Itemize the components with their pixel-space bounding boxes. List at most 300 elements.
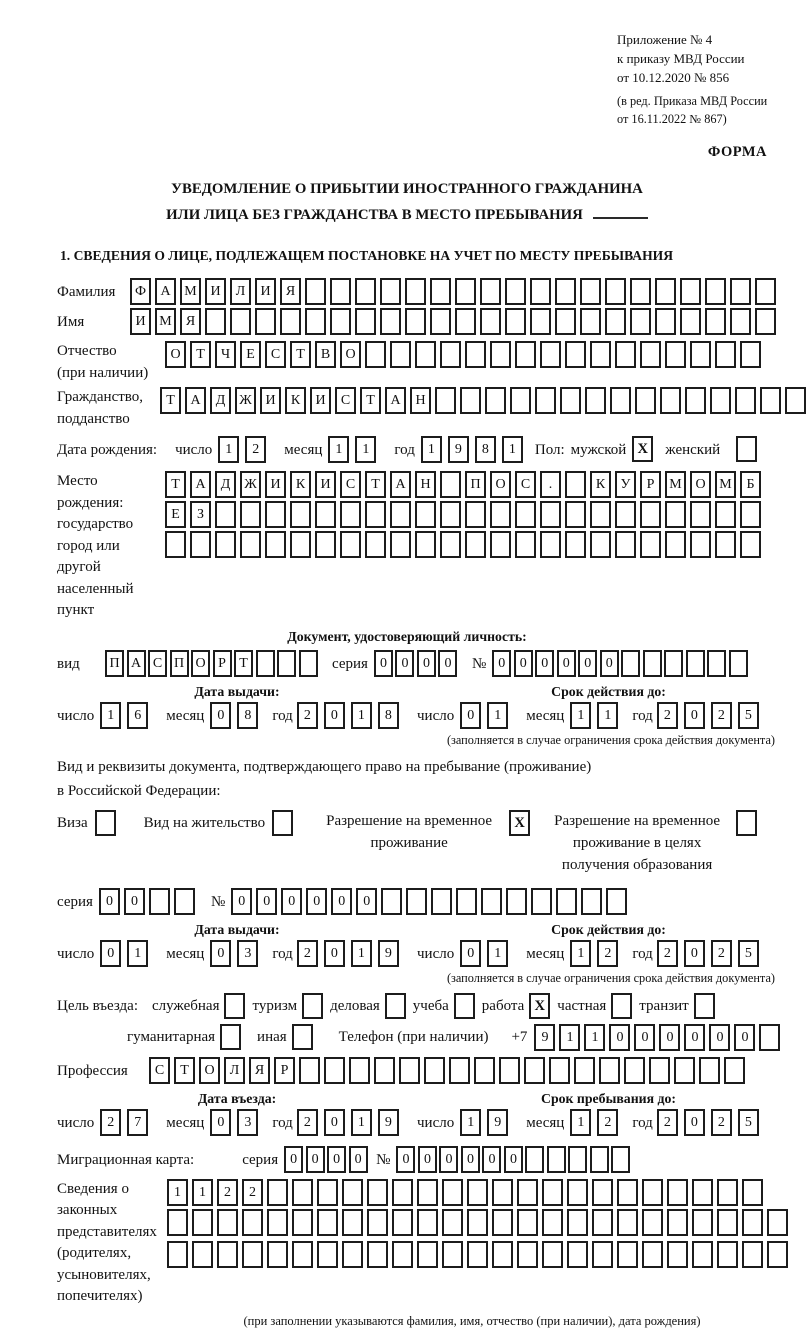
char-cell[interactable] (605, 278, 626, 305)
char-cell[interactable] (290, 501, 311, 528)
char-cell[interactable]: А (390, 471, 411, 498)
char-cell[interactable] (490, 531, 511, 558)
char-cell[interactable] (755, 278, 776, 305)
char-cell[interactable] (640, 531, 661, 558)
char-cell[interactable]: 0 (210, 940, 231, 967)
char-cell[interactable] (517, 1179, 538, 1206)
char-cell[interactable]: 0 (684, 940, 705, 967)
char-cell[interactable] (665, 341, 686, 368)
char-cell[interactable]: 2 (711, 702, 732, 729)
char-cell[interactable] (667, 1241, 688, 1268)
char-cell[interactable]: Д (215, 471, 236, 498)
char-cell[interactable]: У (615, 471, 636, 498)
char-cell[interactable]: Д (210, 387, 231, 414)
char-cell[interactable]: 2 (597, 1109, 618, 1136)
char-cell[interactable] (735, 387, 756, 414)
char-cell[interactable]: 1 (100, 702, 121, 729)
char-cell[interactable] (405, 308, 426, 335)
char-cell[interactable] (692, 1209, 713, 1236)
char-cell[interactable] (621, 650, 640, 677)
char-cell[interactable] (465, 531, 486, 558)
char-cell[interactable] (485, 387, 506, 414)
char-cell[interactable] (440, 531, 461, 558)
char-cell[interactable] (742, 1179, 763, 1206)
char-cell[interactable] (692, 1179, 713, 1206)
char-cell[interactable] (549, 1057, 570, 1084)
char-cell[interactable]: 0 (461, 1146, 480, 1173)
char-cell[interactable] (299, 650, 318, 677)
char-cell[interactable] (467, 1209, 488, 1236)
char-cell[interactable]: 0 (284, 1146, 303, 1173)
char-cell[interactable] (686, 650, 705, 677)
char-cell[interactable] (415, 501, 436, 528)
char-cell[interactable] (515, 341, 536, 368)
char-cell[interactable] (305, 308, 326, 335)
char-cell[interactable]: 0 (324, 1109, 345, 1136)
char-cell[interactable]: 0 (306, 1146, 325, 1173)
char-cell[interactable]: Ч (215, 341, 236, 368)
char-cell[interactable]: А (385, 387, 406, 414)
char-cell[interactable] (707, 650, 726, 677)
char-cell[interactable]: Е (240, 341, 261, 368)
char-cell[interactable] (455, 278, 476, 305)
char-cell[interactable] (505, 278, 526, 305)
char-cell[interactable] (367, 1209, 388, 1236)
char-cell[interactable] (349, 1057, 370, 1084)
char-cell[interactable] (506, 888, 527, 915)
char-cell[interactable]: 0 (210, 1109, 231, 1136)
char-cell[interactable] (565, 341, 586, 368)
char-cell[interactable]: 2 (711, 940, 732, 967)
char-cell[interactable]: 1 (487, 702, 508, 729)
char-cell[interactable] (240, 501, 261, 528)
char-cell[interactable]: 1 (351, 702, 372, 729)
char-cell[interactable]: Ф (130, 278, 151, 305)
char-cell[interactable] (640, 501, 661, 528)
char-cell[interactable]: О (191, 650, 210, 677)
char-cell[interactable]: Б (740, 471, 761, 498)
char-cell[interactable]: 0 (331, 888, 352, 915)
char-cell[interactable]: 0 (256, 888, 277, 915)
char-cell[interactable]: К (285, 387, 306, 414)
char-cell[interactable]: Я (280, 278, 301, 305)
char-cell[interactable] (205, 308, 226, 335)
char-cell[interactable] (392, 1209, 413, 1236)
char-cell[interactable] (542, 1241, 563, 1268)
char-cell[interactable] (565, 531, 586, 558)
char-cell[interactable] (530, 278, 551, 305)
char-cell[interactable] (381, 888, 402, 915)
char-cell[interactable] (480, 308, 501, 335)
char-cell[interactable] (465, 501, 486, 528)
char-cell[interactable] (367, 1179, 388, 1206)
char-cell[interactable] (531, 888, 552, 915)
char-cell[interactable] (760, 387, 781, 414)
char-cell[interactable]: 8 (378, 702, 399, 729)
char-cell[interactable] (785, 387, 806, 414)
char-cell[interactable] (742, 1241, 763, 1268)
char-cell[interactable] (290, 531, 311, 558)
char-cell[interactable] (460, 387, 481, 414)
checkbox-visa[interactable] (95, 810, 116, 836)
char-cell[interactable] (755, 308, 776, 335)
char-cell[interactable]: С (335, 387, 356, 414)
char-cell[interactable]: 0 (460, 940, 481, 967)
char-cell[interactable] (292, 1209, 313, 1236)
char-cell[interactable]: 2 (245, 436, 266, 463)
char-cell[interactable] (490, 341, 511, 368)
char-cell[interactable] (556, 888, 577, 915)
char-cell[interactable] (525, 1146, 544, 1173)
char-cell[interactable] (630, 308, 651, 335)
char-cell[interactable]: 0 (100, 940, 121, 967)
char-cell[interactable]: 0 (324, 940, 345, 967)
char-cell[interactable]: 0 (231, 888, 252, 915)
char-cell[interactable] (355, 308, 376, 335)
char-cell[interactable] (465, 341, 486, 368)
char-cell[interactable]: 1 (167, 1179, 188, 1206)
char-cell[interactable] (664, 650, 683, 677)
char-cell[interactable] (440, 501, 461, 528)
char-cell[interactable]: А (190, 471, 211, 498)
char-cell[interactable] (590, 1146, 609, 1173)
char-cell[interactable]: 0 (482, 1146, 501, 1173)
char-cell[interactable] (690, 501, 711, 528)
char-cell[interactable]: 0 (327, 1146, 346, 1173)
char-cell[interactable]: 1 (192, 1179, 213, 1206)
char-cell[interactable]: М (155, 308, 176, 335)
char-cell[interactable]: 0 (684, 1109, 705, 1136)
char-cell[interactable] (265, 531, 286, 558)
char-cell[interactable]: 1 (351, 1109, 372, 1136)
char-cell[interactable]: 1 (328, 436, 349, 463)
char-cell[interactable] (340, 531, 361, 558)
checkbox-residence-permit[interactable] (272, 810, 293, 836)
char-cell[interactable] (505, 308, 526, 335)
char-cell[interactable] (215, 501, 236, 528)
char-cell[interactable] (417, 1241, 438, 1268)
char-cell[interactable] (599, 1057, 620, 1084)
char-cell[interactable] (230, 308, 251, 335)
char-cell[interactable]: С (149, 1057, 170, 1084)
char-cell[interactable] (692, 1241, 713, 1268)
char-cell[interactable] (565, 471, 586, 498)
char-cell[interactable]: 0 (709, 1024, 730, 1051)
char-cell[interactable]: 0 (396, 1146, 415, 1173)
char-cell[interactable] (417, 1209, 438, 1236)
char-cell[interactable] (174, 888, 195, 915)
char-cell[interactable]: О (690, 471, 711, 498)
char-cell[interactable]: Л (224, 1057, 245, 1084)
char-cell[interactable] (581, 888, 602, 915)
char-cell[interactable] (517, 1241, 538, 1268)
char-cell[interactable] (767, 1241, 788, 1268)
char-cell[interactable] (267, 1209, 288, 1236)
char-cell[interactable]: 0 (514, 650, 533, 677)
checkbox-other[interactable] (292, 1024, 313, 1050)
char-cell[interactable] (467, 1179, 488, 1206)
char-cell[interactable]: О (199, 1057, 220, 1084)
char-cell[interactable]: 0 (684, 702, 705, 729)
char-cell[interactable]: Ж (240, 471, 261, 498)
char-cell[interactable] (342, 1241, 363, 1268)
char-cell[interactable] (455, 308, 476, 335)
char-cell[interactable]: 0 (124, 888, 145, 915)
char-cell[interactable]: М (665, 471, 686, 498)
char-cell[interactable]: А (155, 278, 176, 305)
char-cell[interactable]: Т (165, 471, 186, 498)
char-cell[interactable]: Р (640, 471, 661, 498)
char-cell[interactable] (717, 1241, 738, 1268)
char-cell[interactable] (592, 1209, 613, 1236)
char-cell[interactable] (430, 278, 451, 305)
char-cell[interactable] (342, 1179, 363, 1206)
char-cell[interactable] (624, 1057, 645, 1084)
char-cell[interactable]: 1 (570, 702, 591, 729)
char-cell[interactable]: 0 (600, 650, 619, 677)
char-cell[interactable] (540, 341, 561, 368)
char-cell[interactable]: Р (213, 650, 232, 677)
char-cell[interactable] (715, 341, 736, 368)
char-cell[interactable]: 0 (609, 1024, 630, 1051)
char-cell[interactable] (415, 341, 436, 368)
char-cell[interactable]: И (130, 308, 151, 335)
char-cell[interactable] (265, 501, 286, 528)
char-cell[interactable] (490, 501, 511, 528)
char-cell[interactable]: Л (230, 278, 251, 305)
char-cell[interactable] (515, 501, 536, 528)
char-cell[interactable] (330, 308, 351, 335)
char-cell[interactable] (585, 387, 606, 414)
char-cell[interactable] (449, 1057, 470, 1084)
char-cell[interactable] (415, 531, 436, 558)
char-cell[interactable] (530, 308, 551, 335)
char-cell[interactable] (560, 387, 581, 414)
char-cell[interactable]: О (340, 341, 361, 368)
char-cell[interactable] (165, 531, 186, 558)
char-cell[interactable] (255, 308, 276, 335)
char-cell[interactable] (699, 1057, 720, 1084)
char-cell[interactable]: И (310, 387, 331, 414)
char-cell[interactable]: Р (274, 1057, 295, 1084)
char-cell[interactable]: 0 (438, 650, 457, 677)
char-cell[interactable] (192, 1241, 213, 1268)
char-cell[interactable] (542, 1209, 563, 1236)
checkbox-business[interactable] (385, 993, 406, 1019)
char-cell[interactable]: 2 (297, 940, 318, 967)
char-cell[interactable] (440, 471, 461, 498)
char-cell[interactable]: Ж (235, 387, 256, 414)
char-cell[interactable] (643, 650, 662, 677)
char-cell[interactable]: З (190, 501, 211, 528)
char-cell[interactable]: 2 (657, 702, 678, 729)
char-cell[interactable] (242, 1209, 263, 1236)
char-cell[interactable]: 2 (297, 702, 318, 729)
char-cell[interactable] (590, 531, 611, 558)
char-cell[interactable] (277, 650, 296, 677)
char-cell[interactable]: 0 (395, 650, 414, 677)
char-cell[interactable]: 0 (99, 888, 120, 915)
char-cell[interactable]: 2 (657, 1109, 678, 1136)
char-cell[interactable]: Я (249, 1057, 270, 1084)
char-cell[interactable] (492, 1209, 513, 1236)
char-cell[interactable]: Я (180, 308, 201, 335)
char-cell[interactable]: 2 (217, 1179, 238, 1206)
char-cell[interactable] (705, 278, 726, 305)
char-cell[interactable]: И (255, 278, 276, 305)
char-cell[interactable]: В (315, 341, 336, 368)
char-cell[interactable]: 0 (492, 650, 511, 677)
char-cell[interactable]: 0 (535, 650, 554, 677)
char-cell[interactable] (405, 278, 426, 305)
checkbox-study[interactable] (454, 993, 475, 1019)
char-cell[interactable] (715, 501, 736, 528)
char-cell[interactable]: А (127, 650, 146, 677)
char-cell[interactable]: О (165, 341, 186, 368)
char-cell[interactable] (317, 1209, 338, 1236)
checkbox-private[interactable] (611, 993, 632, 1019)
char-cell[interactable] (267, 1179, 288, 1206)
char-cell[interactable] (305, 278, 326, 305)
char-cell[interactable]: 0 (417, 650, 436, 677)
char-cell[interactable] (759, 1024, 780, 1051)
checkbox-male[interactable]: X (632, 436, 653, 462)
char-cell[interactable] (742, 1209, 763, 1236)
checkbox-female[interactable] (736, 436, 757, 462)
char-cell[interactable] (665, 501, 686, 528)
char-cell[interactable] (705, 308, 726, 335)
char-cell[interactable]: К (290, 471, 311, 498)
char-cell[interactable] (642, 1179, 663, 1206)
char-cell[interactable]: Т (290, 341, 311, 368)
char-cell[interactable]: И (205, 278, 226, 305)
char-cell[interactable] (617, 1209, 638, 1236)
char-cell[interactable]: С (148, 650, 167, 677)
char-cell[interactable] (655, 308, 676, 335)
checkbox-tourism[interactable] (302, 993, 323, 1019)
char-cell[interactable] (342, 1209, 363, 1236)
char-cell[interactable] (617, 1179, 638, 1206)
char-cell[interactable] (767, 1209, 788, 1236)
char-cell[interactable] (149, 888, 170, 915)
char-cell[interactable]: 0 (634, 1024, 655, 1051)
char-cell[interactable]: 7 (127, 1109, 148, 1136)
char-cell[interactable] (442, 1209, 463, 1236)
char-cell[interactable] (317, 1179, 338, 1206)
char-cell[interactable] (280, 308, 301, 335)
char-cell[interactable]: 0 (439, 1146, 458, 1173)
char-cell[interactable]: 0 (324, 702, 345, 729)
checkbox-temp-residence[interactable]: X (509, 810, 530, 836)
char-cell[interactable] (430, 308, 451, 335)
char-cell[interactable] (380, 278, 401, 305)
char-cell[interactable] (442, 1241, 463, 1268)
char-cell[interactable] (615, 531, 636, 558)
char-cell[interactable]: 1 (559, 1024, 580, 1051)
char-cell[interactable] (580, 278, 601, 305)
char-cell[interactable] (660, 387, 681, 414)
char-cell[interactable] (649, 1057, 670, 1084)
char-cell[interactable]: 1 (127, 940, 148, 967)
char-cell[interactable] (665, 531, 686, 558)
char-cell[interactable]: 6 (127, 702, 148, 729)
char-cell[interactable]: Т (360, 387, 381, 414)
char-cell[interactable]: П (105, 650, 124, 677)
char-cell[interactable]: 9 (487, 1109, 508, 1136)
char-cell[interactable] (256, 650, 275, 677)
char-cell[interactable] (435, 387, 456, 414)
char-cell[interactable] (717, 1209, 738, 1236)
char-cell[interactable] (615, 341, 636, 368)
char-cell[interactable] (568, 1146, 587, 1173)
char-cell[interactable] (417, 1179, 438, 1206)
char-cell[interactable] (685, 387, 706, 414)
char-cell[interactable] (315, 531, 336, 558)
char-cell[interactable] (267, 1241, 288, 1268)
char-cell[interactable] (740, 341, 761, 368)
char-cell[interactable] (242, 1241, 263, 1268)
char-cell[interactable] (667, 1179, 688, 1206)
char-cell[interactable]: Н (415, 471, 436, 498)
char-cell[interactable] (655, 278, 676, 305)
checkbox-work[interactable]: X (529, 993, 550, 1019)
char-cell[interactable] (592, 1179, 613, 1206)
char-cell[interactable]: 1 (570, 940, 591, 967)
char-cell[interactable]: 0 (460, 702, 481, 729)
char-cell[interactable] (730, 278, 751, 305)
char-cell[interactable] (540, 531, 561, 558)
char-cell[interactable]: Т (174, 1057, 195, 1084)
char-cell[interactable]: 3 (237, 1109, 258, 1136)
char-cell[interactable] (481, 888, 502, 915)
char-cell[interactable] (474, 1057, 495, 1084)
char-cell[interactable]: 0 (504, 1146, 523, 1173)
char-cell[interactable]: Т (190, 341, 211, 368)
char-cell[interactable] (729, 650, 748, 677)
char-cell[interactable]: 9 (534, 1024, 555, 1051)
char-cell[interactable]: 1 (487, 940, 508, 967)
char-cell[interactable]: . (540, 471, 561, 498)
char-cell[interactable] (547, 1146, 566, 1173)
char-cell[interactable]: 1 (218, 436, 239, 463)
char-cell[interactable]: 0 (578, 650, 597, 677)
char-cell[interactable]: Н (410, 387, 431, 414)
char-cell[interactable]: 1 (421, 436, 442, 463)
char-cell[interactable] (390, 531, 411, 558)
char-cell[interactable]: 0 (210, 702, 231, 729)
char-cell[interactable] (406, 888, 427, 915)
char-cell[interactable]: Т (160, 387, 181, 414)
char-cell[interactable] (440, 341, 461, 368)
char-cell[interactable] (680, 278, 701, 305)
char-cell[interactable] (590, 501, 611, 528)
char-cell[interactable]: 0 (557, 650, 576, 677)
checkbox-humanitarian[interactable] (220, 1024, 241, 1050)
char-cell[interactable]: 8 (475, 436, 496, 463)
char-cell[interactable] (724, 1057, 745, 1084)
char-cell[interactable] (630, 278, 651, 305)
char-cell[interactable] (642, 1209, 663, 1236)
char-cell[interactable] (442, 1179, 463, 1206)
char-cell[interactable] (215, 531, 236, 558)
char-cell[interactable] (399, 1057, 420, 1084)
char-cell[interactable] (292, 1179, 313, 1206)
char-cell[interactable] (590, 341, 611, 368)
checkbox-transit[interactable] (694, 993, 715, 1019)
char-cell[interactable]: С (265, 341, 286, 368)
char-cell[interactable] (317, 1241, 338, 1268)
char-cell[interactable] (517, 1209, 538, 1236)
